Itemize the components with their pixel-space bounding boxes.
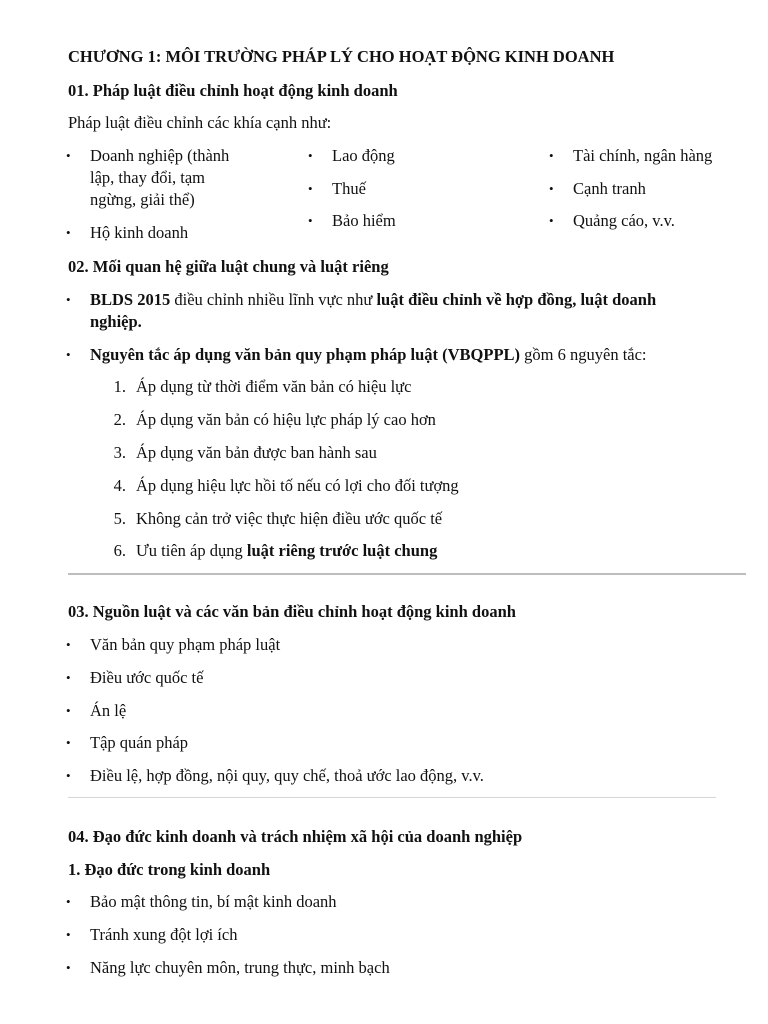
list-item: Bảo mật thông tin, bí mật kinh doanh [90,892,337,911]
list-number: 3. [113,443,126,462]
bullet-icon: • [308,148,313,163]
list-item: Bảo hiểm [332,211,396,230]
numbered-item: Áp dụng văn bản có hiệu lực pháp lý cao hơn [136,410,436,429]
list-item: Tập quán pháp [90,733,189,752]
list-item: Cạnh tranh [573,179,646,198]
body-text: gồm 6 nguyên tắc: [520,345,647,364]
list-item: Văn bản quy phạm pháp luật [90,635,281,654]
sub-heading: 1. Đạo đức trong kinh doanh [68,860,271,879]
list-number: 2. [113,410,126,429]
list-item: Tránh xung đột lợi ích [90,925,238,944]
section-2-heading: 02. Mối quan hệ giữa luật chung và luật riêng [68,257,389,276]
section-divider [68,573,746,575]
list-item: Tài chính, ngân hàng [573,146,713,165]
list-item: Quảng cáo, v.v. [573,211,675,230]
chapter-title: CHƯƠNG 1: MÔI TRƯỜNG PHÁP LÝ CHO HOẠT ĐỘNG KINH DOANH [68,47,615,66]
list-item: Thuế [332,179,366,198]
bullet-icon: • [66,927,71,942]
list-number: 5. [113,509,126,528]
list-item: Năng lực chuyên môn, trung thực, minh bạch [90,958,390,977]
list-number: 1. [113,377,126,396]
list-item: Điều ước quốc tế [90,668,204,687]
list-item-continuation: lập, thay đổi, tạm [90,168,206,187]
list-item: Hộ kinh doanh [90,223,189,242]
bullet-icon: • [549,213,554,228]
numbered-item: Áp dụng hiệu lực hồi tố nếu có lợi cho đối tượng [136,476,459,495]
list-item-continuation: nghiệp. [90,312,142,331]
bold-phrase: luật riêng trước luật chung [246,541,438,560]
bullet-icon: • [66,292,71,307]
section-divider [68,797,716,798]
bullet-icon: • [66,225,71,240]
bullet-icon: • [308,213,313,228]
bullet-icon: • [66,894,71,909]
body-text: Ưu tiên áp dụng [136,541,247,560]
list-item: Lao động [332,146,395,165]
bullet-icon: • [66,670,71,685]
bullet-icon: • [66,703,71,718]
bullet-icon: • [66,347,71,362]
section-4-heading: 04. Đạo đức kinh doanh và trách nhiệm xã hội của doanh nghiệp [68,827,523,846]
numbered-item: Không cản trở việc thực hiện điều ước quốc tế [136,509,443,528]
list-item [90,345,647,365]
list-item: Án lệ [90,701,127,720]
list-number: 6. [113,541,126,560]
list-item: Doanh nghiệp (thành [90,146,230,165]
bullet-icon: • [308,181,313,196]
numbered-item: Áp dụng văn bản được ban hành sau [136,443,377,462]
body-text: điều chỉnh nhiều lĩnh vực như [170,290,377,309]
list-item [90,290,656,310]
bold-term: BLDS 2015 [90,290,171,309]
bullet-icon: • [66,637,71,652]
list-number: 4. [113,476,126,495]
bold-phrase: luật điều chỉnh về hợp đồng, luật doanh [376,290,657,309]
bullet-icon: • [549,181,554,196]
numbered-item: Áp dụng từ thời điểm văn bản có hiệu lực [136,377,412,396]
section-1-heading: 01. Pháp luật điều chỉnh hoạt động kinh doanh [68,81,398,100]
bullet-icon: • [66,735,71,750]
bullet-icon: • [66,148,71,163]
bullet-icon: • [66,768,71,783]
list-item-continuation: ngừng, giải thể) [90,190,195,209]
bold-term: Nguyên tắc áp dụng văn bản quy phạm pháp luật (VBQPPL) [90,345,521,364]
section-3-heading: 03. Nguồn luật và các văn bản điều chỉnh hoạt động kinh doanh [68,602,516,621]
list-item: Điều lệ, hợp đồng, nội quy, quy chế, thoả ước lao động, v.v. [90,766,484,785]
bullet-icon: • [549,148,554,163]
section-1-intro: Pháp luật điều chỉnh các khía cạnh như: [68,113,332,132]
bullet-icon: • [66,960,71,975]
numbered-item [136,541,437,561]
